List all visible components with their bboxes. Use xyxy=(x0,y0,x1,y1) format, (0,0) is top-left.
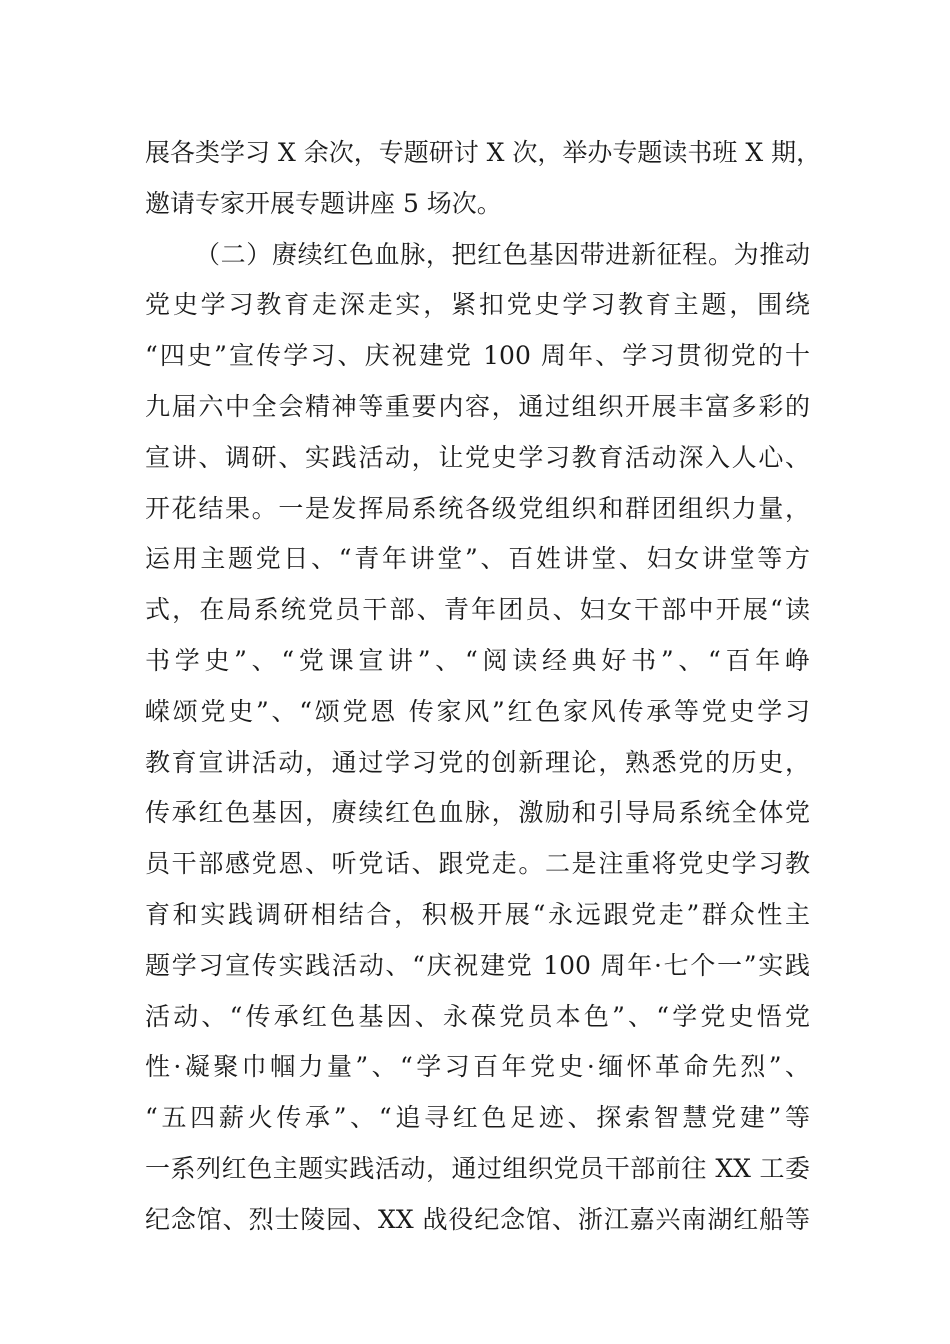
text-line: 开花结果。一是发挥局系统各级党组织和群团组织力量， xyxy=(145,493,810,523)
text-line: 传承红色基因，赓续红色血脉，激励和引导局系统全体党 xyxy=(145,798,810,828)
text-line: 纪念馆、烈士陵园、XX 战役纪念馆、浙江嘉兴南湖红船等 xyxy=(145,1204,810,1234)
body-text xyxy=(145,128,822,1246)
text-line: 嵘颂党史”、“颂党恩 传家风”红色家风传承等党史学习 xyxy=(145,696,810,726)
text-line: 活动、“传承红色基因、永葆党员本色”、“学党史悟党 xyxy=(145,1001,810,1031)
text-line: 育和实践调研相结合，积极开展“永远跟党走”群众性主 xyxy=(145,899,810,929)
text-line: 九届六中全会精神等重要内容，通过组织开展丰富多彩的 xyxy=(145,391,810,421)
text-line: “四史”宣传学习、庆祝建党 100 周年、学习贯彻党的十 xyxy=(145,341,810,371)
text-line: 题学习宣传实践活动、“庆祝建党 100 周年·七个一”实践 xyxy=(145,950,810,980)
text-line: 党史学习教育走深走实，紧扣党史学习教育主题，围绕 xyxy=(145,290,810,320)
text-line: 一系列红色主题实践活动，通过组织党员干部前往 XX 工委 xyxy=(145,1153,810,1183)
text-line: 员干部感党恩、听党话、跟党走。二是注重将党史学习教 xyxy=(145,849,810,879)
text-line: 式，在局系统党员干部、青年团员、妇女干部中开展“读 xyxy=(145,595,810,625)
text-line: 性·凝聚巾帼力量”、“学习百年党史·缅怀革命先烈”、 xyxy=(145,1052,810,1082)
text-line: 展各类学习 X 余次，专题研讨 X 次，举办专题读书班 X 期， xyxy=(145,138,822,167)
text-line: 书学史”、“党课宣讲”、“阅读经典好书”、“百年峥 xyxy=(145,645,810,675)
text-line: 宣讲、调研、实践活动，让党史学习教育活动深入人心、 xyxy=(145,442,810,472)
section-heading-line: （二）赓续红色血脉，把红色基因带进新征程。为推动 xyxy=(195,239,810,269)
text-line: 邀请专家开展专题讲座 5 场次。 xyxy=(145,188,502,218)
text-line: 教育宣讲活动，通过学习党的创新理论，熟悉党的历史， xyxy=(145,747,810,777)
text-line: “五四薪火传承”、“追寻红色足迹、探索智慧党建”等 xyxy=(145,1103,810,1133)
text-line: 运用主题党日、“青年讲堂”、百姓讲堂、妇女讲堂等方 xyxy=(145,544,810,574)
